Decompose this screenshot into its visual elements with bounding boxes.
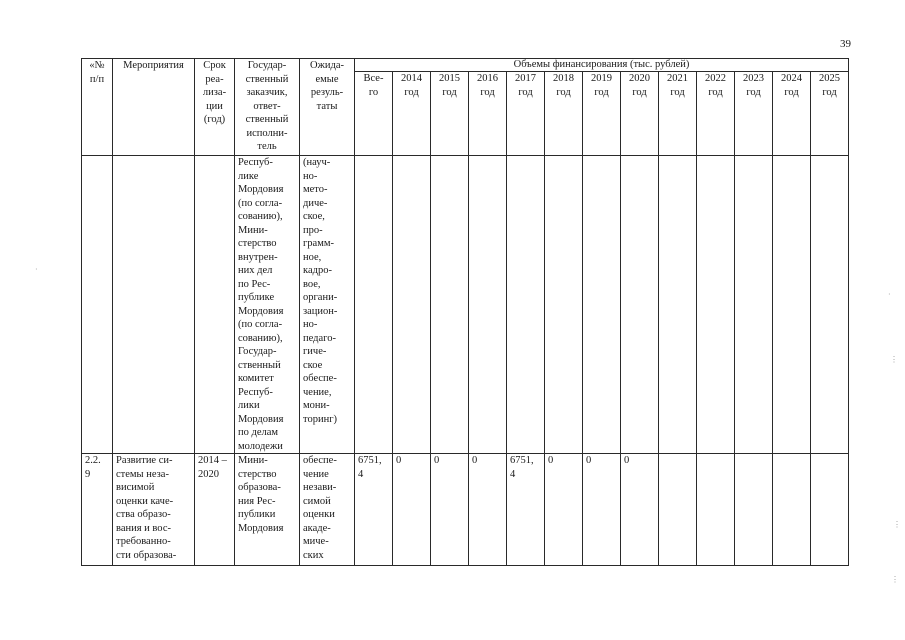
financing-table — [81, 58, 849, 566]
row-year-value — [773, 454, 811, 566]
row-year-value: 0 — [545, 454, 583, 566]
header-year: 2016 год — [469, 72, 507, 156]
cont-results: (науч- но- мето- диче- ское, про- грамм- ное, кадро- вое, органи- зацион- но- педаго- гиче- ское обеспе- чение, мони- торинг) — [300, 156, 355, 454]
row-year-value: 0 — [621, 454, 659, 566]
cont-year — [621, 156, 659, 454]
header-year: 2022 год — [697, 72, 735, 156]
scan-margin-mark: ⋮ — [891, 575, 899, 584]
header-year: 2023 год — [735, 72, 773, 156]
cont-year — [393, 156, 431, 454]
cont-year — [469, 156, 507, 454]
cont-activity — [113, 156, 195, 454]
cont-year — [583, 156, 621, 454]
header-num: «№ п/п — [82, 59, 113, 156]
row-year-value: 0 — [393, 454, 431, 566]
header-year: 2025 год — [811, 72, 849, 156]
scan-margin-mark: ⋮ — [893, 520, 901, 529]
header-term: Срок реа- лиза- ции (год) — [195, 59, 235, 156]
header-year: 2024 год — [773, 72, 811, 156]
cont-term — [195, 156, 235, 454]
row-year-value: 0 — [431, 454, 469, 566]
table-row — [82, 454, 849, 566]
page-number: 39 — [840, 38, 851, 50]
header-year: 2021 год — [659, 72, 697, 156]
header-funding: Объемы финансирования (тыс. рублей) — [355, 59, 849, 72]
row-total: 6751, 4 — [355, 454, 393, 566]
header-total: Все- го — [355, 72, 393, 156]
scan-margin-mark: ⋮ — [890, 355, 898, 364]
cont-year — [507, 156, 545, 454]
row-activity: Развитие си- стемы неза- висимой оценки каче- ства образо- вания и вос- требованно- сти образова- — [113, 454, 195, 566]
cont-year — [773, 156, 811, 454]
continuation-row — [82, 156, 849, 454]
cont-year — [545, 156, 583, 454]
row-num: 2.2. 9 — [82, 454, 113, 566]
header-customer: Государ- ственный заказчик, ответ- ственный исполни- тель — [235, 59, 300, 156]
cont-total — [355, 156, 393, 454]
header-results: Ожида- емые резуль- таты — [300, 59, 355, 156]
header-row-1 — [82, 59, 849, 72]
header-year: 2018 год — [545, 72, 583, 156]
row-year-value — [735, 454, 773, 566]
header-year: 2020 год — [621, 72, 659, 156]
cont-year — [659, 156, 697, 454]
cont-year — [735, 156, 773, 454]
row-year-value — [697, 454, 735, 566]
row-year-value — [659, 454, 697, 566]
row-year-value: 0 — [583, 454, 621, 566]
row-year-value: 0 — [469, 454, 507, 566]
row-customer: Мини- стерство образова- ния Рес- публики Мордовия — [235, 454, 300, 566]
header-year: 2017 год — [507, 72, 545, 156]
header-activity: Мероприятия — [113, 59, 195, 156]
header-year: 2015 год — [431, 72, 469, 156]
row-year-value: 6751, 4 — [507, 454, 545, 566]
cont-num — [82, 156, 113, 454]
scan-margin-mark: · — [888, 290, 891, 299]
cont-year — [697, 156, 735, 454]
header-year: 2019 год — [583, 72, 621, 156]
scan-margin-mark: · — [35, 265, 38, 274]
cont-year — [811, 156, 849, 454]
row-year-value — [811, 454, 849, 566]
header-year: 2014 год — [393, 72, 431, 156]
row-results: обеспе- чение незави- симой оценки акаде- миче- ских — [300, 454, 355, 566]
cont-year — [431, 156, 469, 454]
row-term: 2014 – 2020 — [195, 454, 235, 566]
cont-customer: Респуб- лике Мордовия (по согла- сованию), Мини- стерство внутрен- них дел по Рес- публике Мордовия (по согла- сованию), Государ- ственный комитет Респуб- лики Мордовия по делам молодежи — [235, 156, 300, 454]
